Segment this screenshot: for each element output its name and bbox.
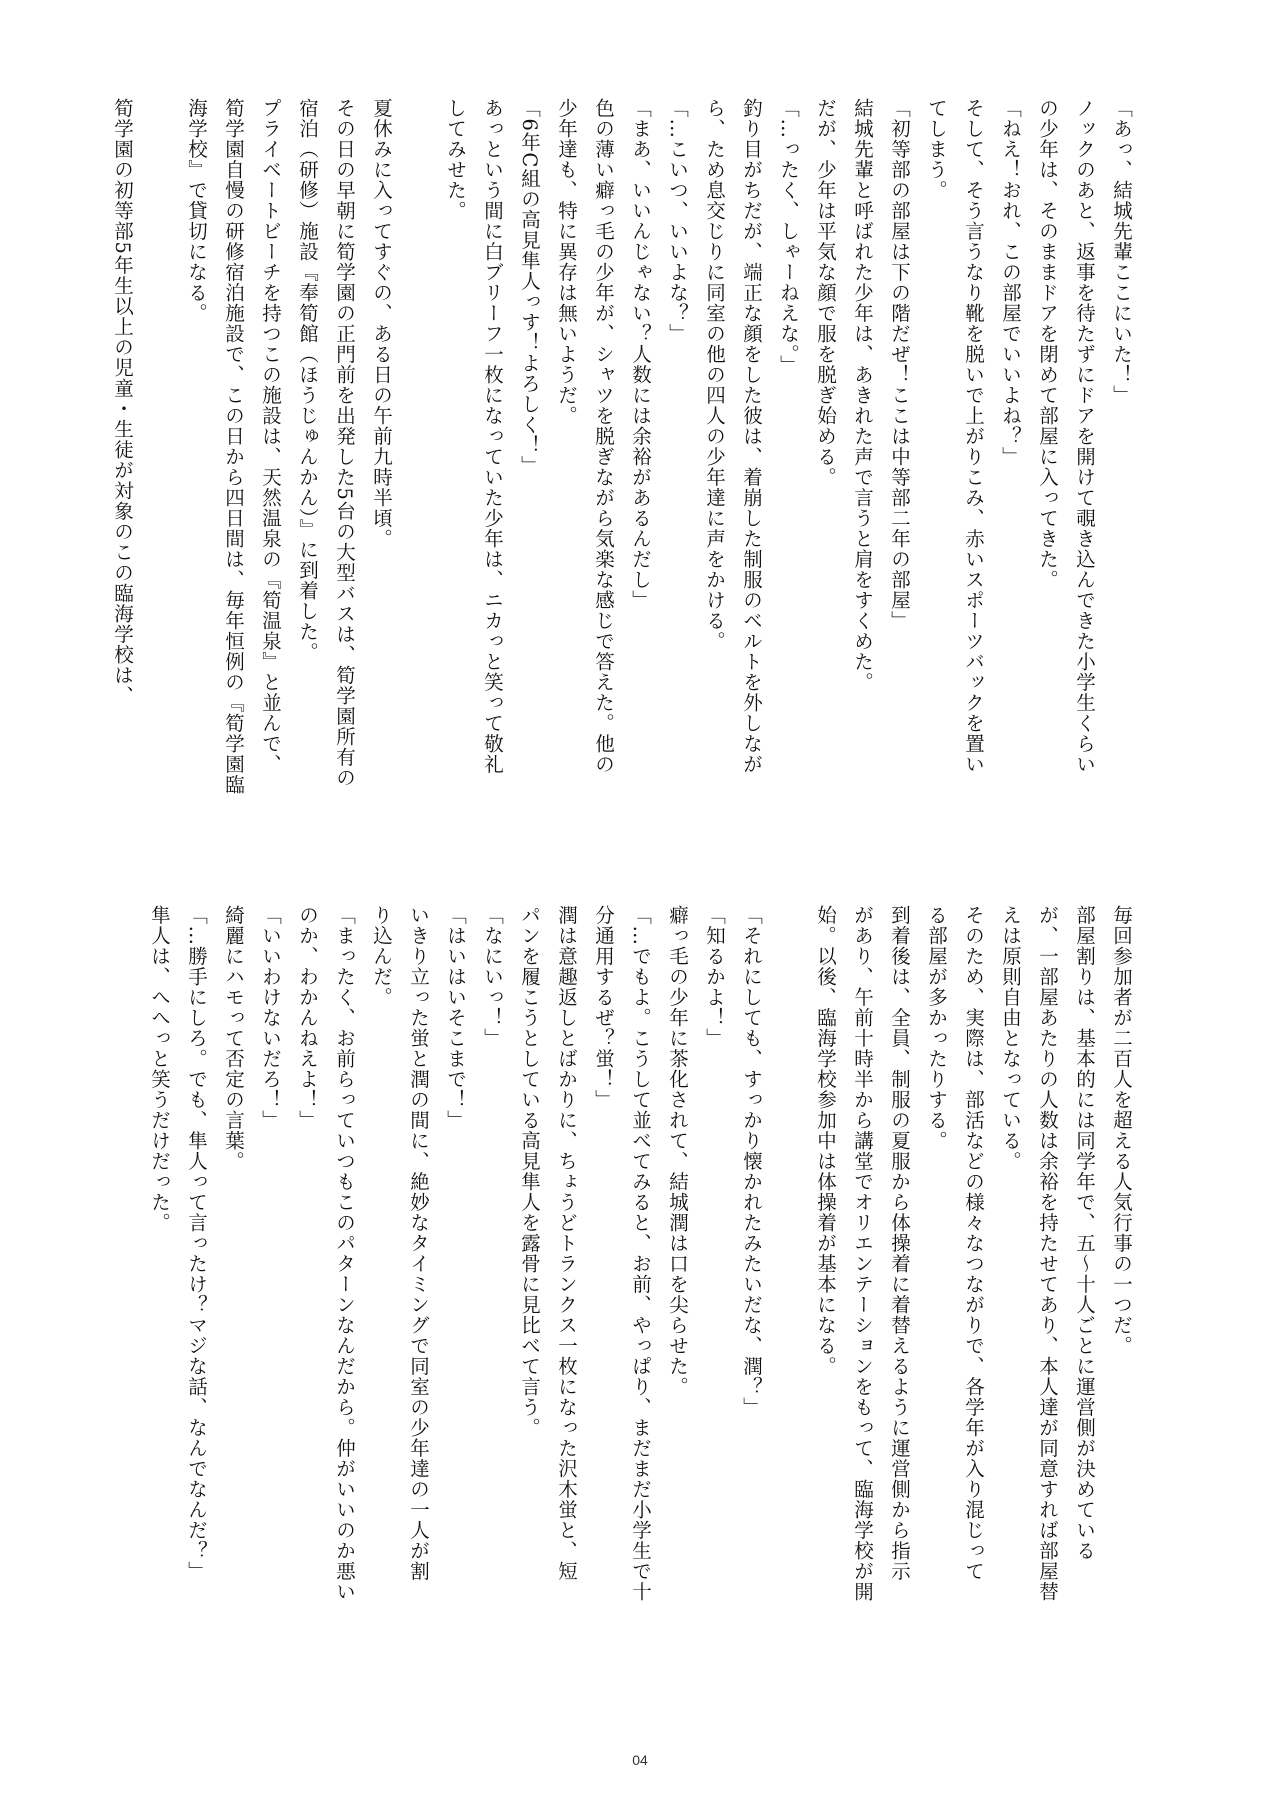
text-line: ノックのあと、返事を待たずにドアを開けて覗き込んできた小学生くらい xyxy=(1073,98,1096,775)
text-line: 筍学園の初等部5年生以上の児童・生徒が対象のこの臨海学校は、 xyxy=(111,98,134,706)
page-number: 04 xyxy=(632,1752,648,1768)
text-line: 「はいはいそこまで！」 xyxy=(444,905,467,1131)
text-line: り込んだ。 xyxy=(370,905,393,1008)
text-line: 少年達も、特に異存は無いようだ。 xyxy=(555,98,578,426)
text-line: 綺麗にハモって否定の言葉。 xyxy=(222,905,245,1172)
text-line: てしまう。 xyxy=(925,98,948,201)
text-line: 「…ったく、しゃーねえな。」 xyxy=(777,98,800,376)
text-line: 「…勝手にしろ。でも、隼人って言ったけ？マジな話、なんでなんだ？」 xyxy=(185,905,208,1582)
text-line: 「6年C組の高見隼人っす！よろしく！」 xyxy=(518,98,541,476)
text-line: そのため、実際は、部活などの様々なつながりで、各学年が入り混じって xyxy=(962,905,985,1582)
text-line: してみせた。 xyxy=(444,98,467,221)
text-line: その日の早朝に筍学園の正門前を出発した5台の大型バスは、筍学園所有の xyxy=(333,98,356,788)
text-line: 「それにしても、すっかり懐かれたみたいだな、潤？」 xyxy=(740,905,763,1418)
text-line: 隼人は、へへっと笑うだけだった。 xyxy=(148,905,171,1233)
text-line: 毎回参加者が二百人を超える人気行事の一つだ。 xyxy=(1110,905,1133,1356)
text-line: 始。以後、臨海学校参加中は体操着が基本になる。 xyxy=(814,905,837,1377)
text-line: 筍学園自慢の研修宿泊施設で、この日から四日間は、毎年恒例の『筍学園臨 xyxy=(222,98,245,795)
text-line: る部屋が多かったりする。 xyxy=(925,905,948,1151)
text-line: 潤は意趣返しとばかりに、ちょうどトランクス一枚になった沢木蛍と、短 xyxy=(555,905,578,1582)
text-line: 「まあ、いいんじゃない？人数には余裕があるんだし」 xyxy=(629,98,652,611)
text-line: そして、そう言うなり靴を脱いで上がりこみ、赤いスポーツバックを置い xyxy=(962,98,985,775)
text-line: 部屋割りは、基本的には同学年で、五〜十人ごとに運営側が決めている xyxy=(1073,905,1096,1561)
text-block-bottom xyxy=(140,905,1140,1625)
text-line: 結城先輩と呼ばれた少年は、あきれた声で言うと肩をすくめた。 xyxy=(851,98,874,693)
text-line: のか、わかんねえよ！」 xyxy=(296,905,319,1131)
text-line: 「初等部の部屋は下の階だぜ！ここは中等部二年の部屋」 xyxy=(888,98,911,631)
text-block-top xyxy=(111,98,1140,828)
text-line: があり、午前十時半から講堂でオリエンテーションをもって、臨海学校が開 xyxy=(851,905,874,1602)
text-line: が、一部屋あたりの人数は余裕を持たせてあり、本人達が同意すれば部屋替 xyxy=(1036,905,1059,1602)
text-line: 「ねえ！おれ、この部屋でいいよね？」 xyxy=(999,98,1022,467)
text-line: 分通用するぜ？蛍！」 xyxy=(592,905,615,1110)
text-line: パンを履こうとしている高見隼人を露骨に見比べて言う。 xyxy=(518,905,541,1438)
text-line: 「知るかよ！」 xyxy=(703,905,726,1049)
text-line: 夏休みに入ってすぐの、ある日の午前九時半頃。 xyxy=(370,98,393,549)
text-line: 宿泊（研修）施設『奉筍館（ほうじゅんかん）』に到着した。 xyxy=(296,98,319,663)
text-line: 色の薄い癖っ毛の少年が、シャツを脱ぎながら気楽な感じで答えた。他の xyxy=(592,98,615,775)
text-line: 海学校』で貸切になる。 xyxy=(185,98,208,324)
text-line: 「なにいっ！」 xyxy=(481,905,504,1049)
text-line: あっという間に白ブリーフ一枚になっていた少年は、ニカっと笑って敬礼 xyxy=(481,98,504,775)
text-line: 「…でもよ。こうして並べてみると、お前、やっぱり、まだまだ小学生で十 xyxy=(629,905,652,1602)
text-line: ら、ため息交じりに同室の他の四人の少年達に声をかける。 xyxy=(703,98,726,652)
text-line: プライベートビーチを持つこの施設は、天然温泉の『筍温泉』と並んで、 xyxy=(259,98,282,775)
text-line: 「あっ、結城先輩ここにいた！」 xyxy=(1110,98,1133,406)
text-line: 「…こいつ、いいよな？」 xyxy=(666,98,689,344)
text-line: 「まったく、お前らっていつもこのパターンなんだから。仲がいいのか悪い xyxy=(333,905,356,1602)
text-line: 「いいわけないだろ！」 xyxy=(259,905,282,1131)
text-line: いきり立った蛍と潤の間に、絶妙なタイミングで同室の少年達の一人が割 xyxy=(407,905,430,1582)
text-line: 癖っ毛の少年に茶化されて、結城潤は口を尖らせた。 xyxy=(666,905,689,1397)
text-line: えは原則自由となっている。 xyxy=(999,905,1022,1172)
text-line: 釣り目がちだが、端正な顔をした彼は、着崩した制服のベルトを外しなが xyxy=(740,98,763,775)
text-line: の少年は、そのままドアを閉めて部屋に入ってきた。 xyxy=(1036,98,1059,590)
text-line: 到着後は、全員、制服の夏服から体操着に着替えるように運営側から指示 xyxy=(888,905,911,1582)
text-line: だが、少年は平気な顔で服を脱ぎ始める。 xyxy=(814,98,837,488)
